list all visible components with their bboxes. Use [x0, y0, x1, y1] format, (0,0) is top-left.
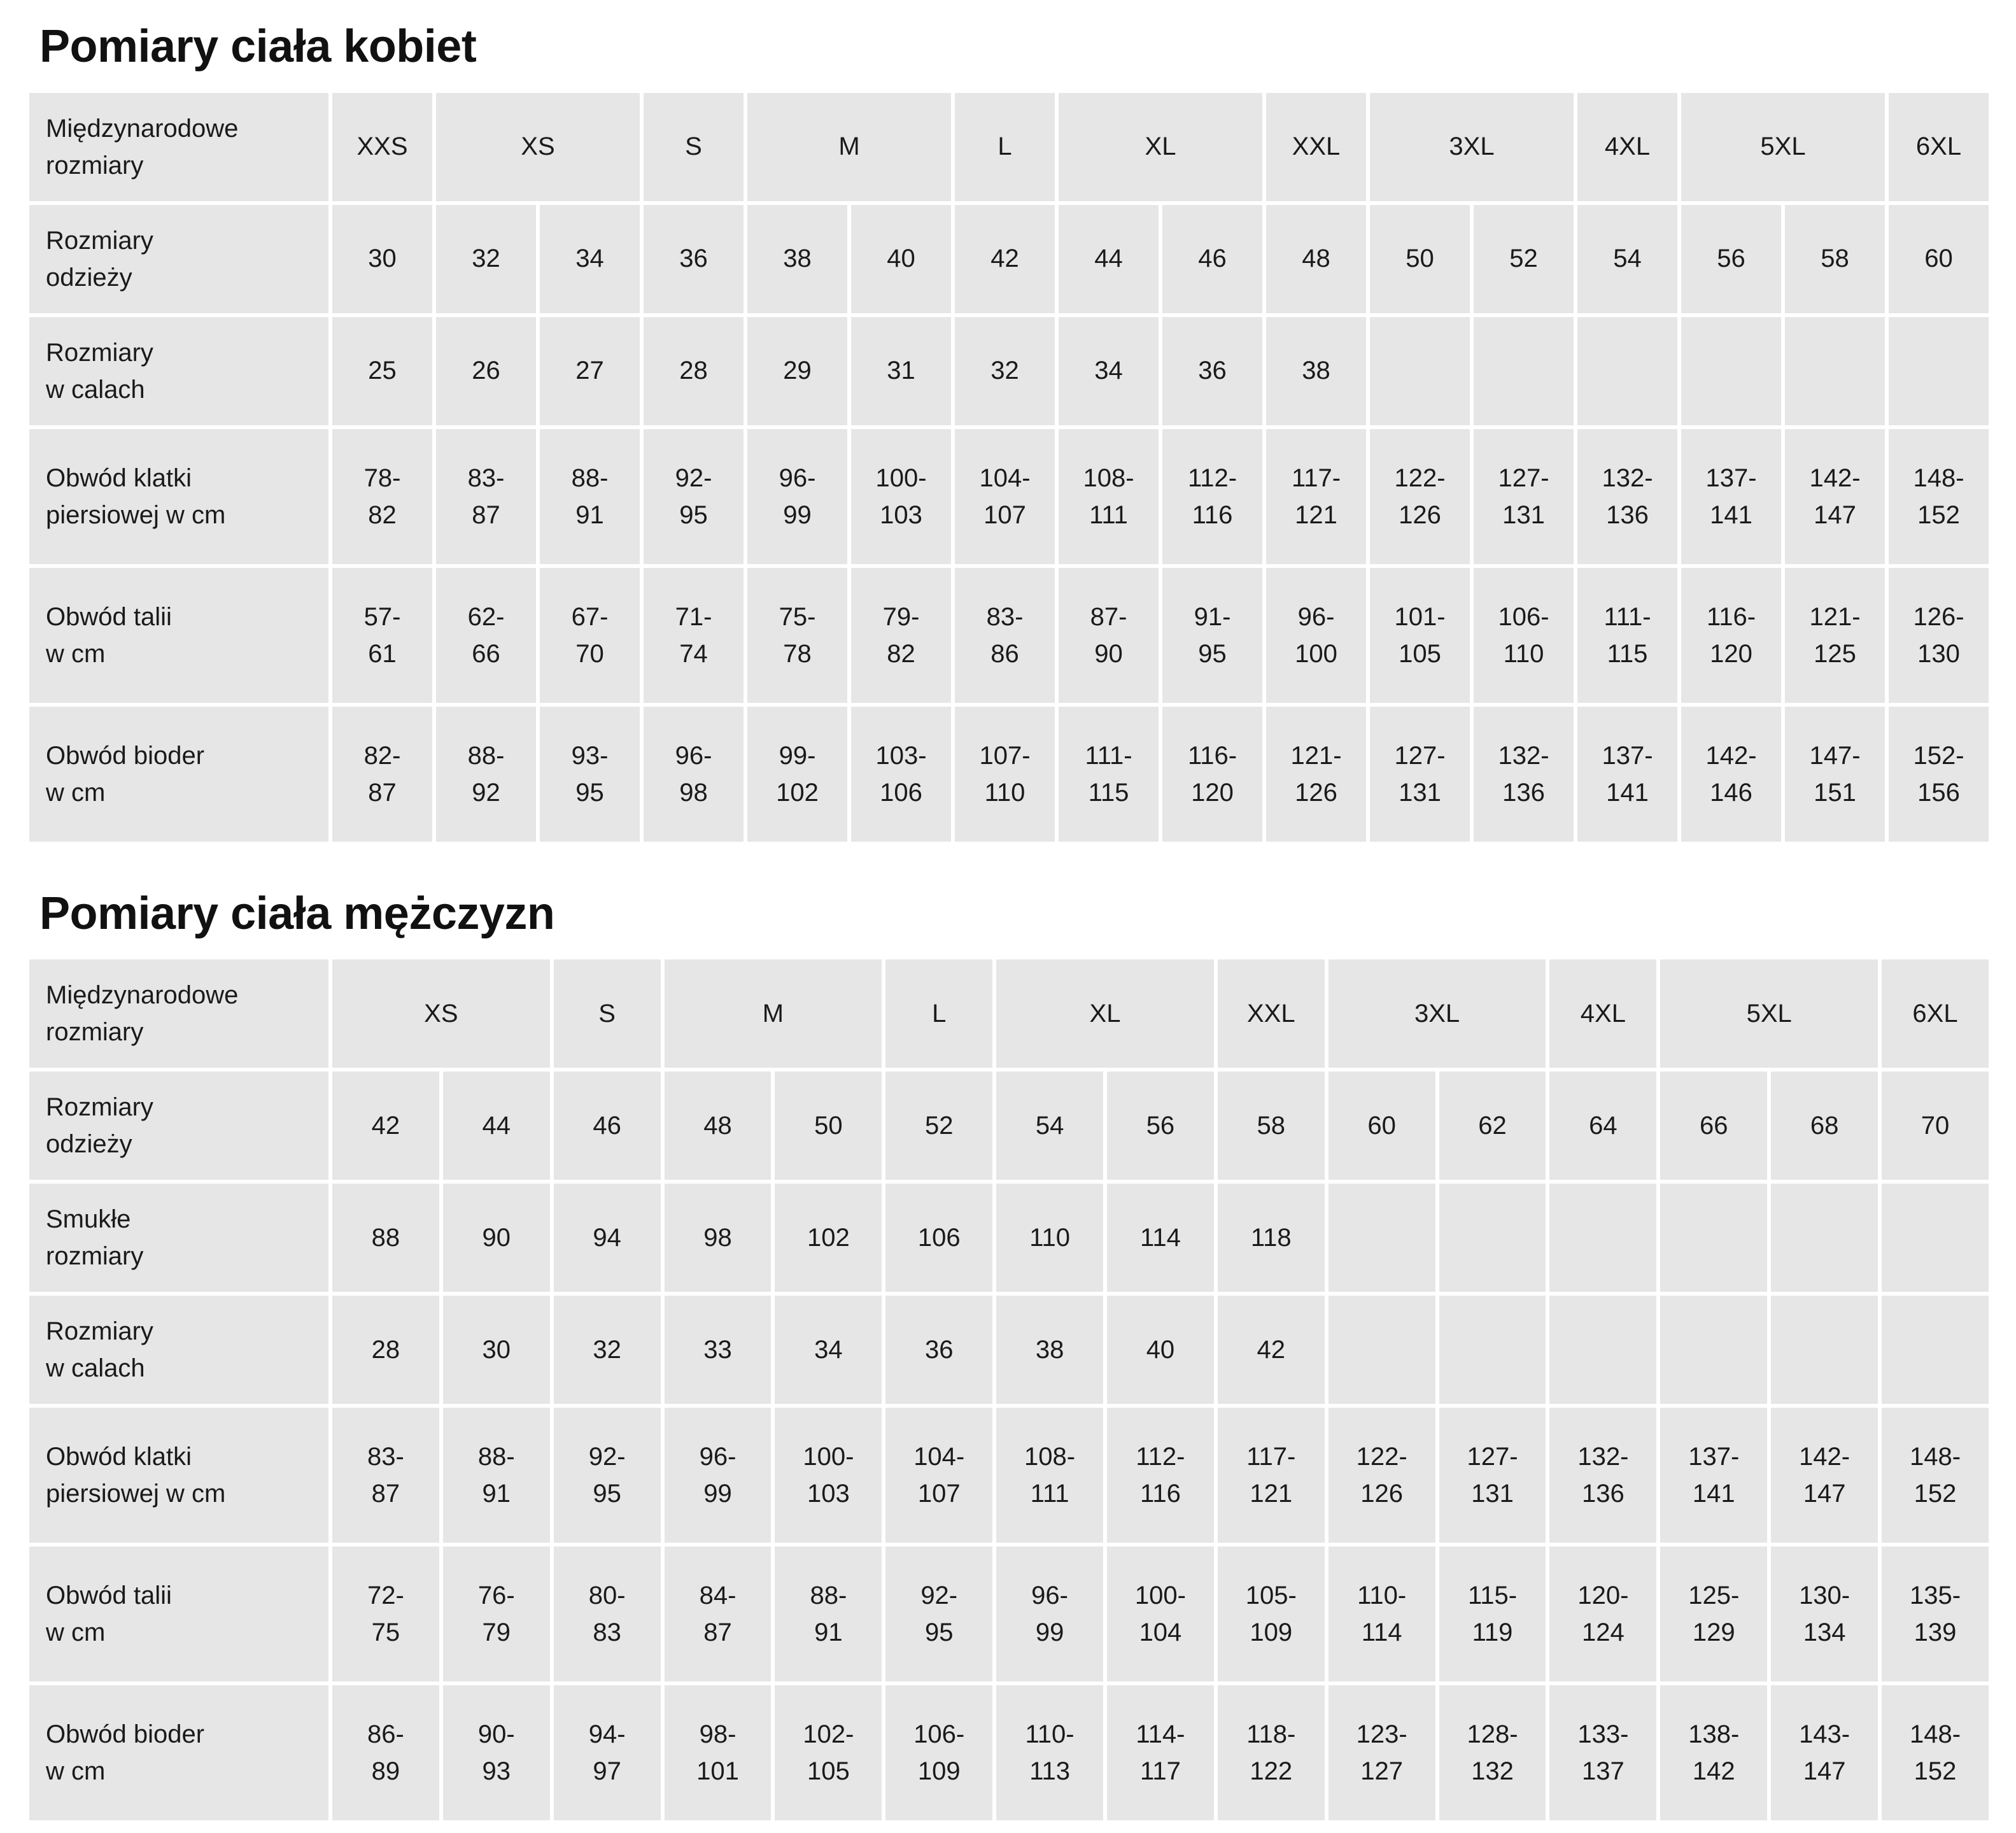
- data-cell: 106: [885, 1184, 992, 1292]
- size-header-s: S: [644, 93, 744, 201]
- data-cell: 94- 97: [554, 1685, 661, 1820]
- size-header-l: L: [885, 959, 992, 1068]
- size-header-xs: XS: [332, 959, 550, 1068]
- empty-cell: [1771, 1184, 1878, 1292]
- data-cell: 121- 125: [1785, 568, 1885, 703]
- size-header-6xl: 6XL: [1882, 959, 1989, 1068]
- data-cell: 105- 109: [1218, 1546, 1325, 1681]
- data-cell: 112- 116: [1162, 429, 1262, 564]
- data-cell: 127- 131: [1474, 429, 1574, 564]
- data-cell: 87- 90: [1059, 568, 1159, 703]
- data-cell: 116- 120: [1681, 568, 1781, 703]
- data-cell: 34: [1059, 317, 1159, 425]
- data-cell: 96- 99: [665, 1408, 772, 1543]
- data-cell: 102- 105: [775, 1685, 882, 1820]
- size-header-xs: XS: [436, 93, 640, 201]
- data-cell: 31: [851, 317, 951, 425]
- data-cell: 78- 82: [332, 429, 432, 564]
- data-cell: 121- 126: [1266, 707, 1366, 842]
- row-label-clothing-sizes: Rozmiary odzieży: [29, 205, 328, 313]
- data-cell: 48: [1266, 205, 1366, 313]
- data-cell: 28: [644, 317, 744, 425]
- data-cell: 82- 87: [332, 707, 432, 842]
- data-cell: 130- 134: [1771, 1546, 1878, 1681]
- data-cell: 92- 95: [554, 1408, 661, 1543]
- data-cell: 132- 136: [1549, 1408, 1656, 1543]
- header-label: Międzynarodowe rozmiary: [29, 93, 328, 201]
- row-label-chest-circumference-cm: Obwód klatki piersiowej w cm: [29, 1408, 328, 1543]
- data-cell: 50: [775, 1072, 882, 1180]
- data-cell: 46: [1162, 205, 1262, 313]
- data-cell: 52: [1474, 205, 1574, 313]
- size-header-3xl: 3XL: [1370, 93, 1574, 201]
- data-cell: 62: [1439, 1072, 1546, 1180]
- data-cell: 30: [332, 205, 432, 313]
- data-cell: 38: [996, 1296, 1103, 1404]
- data-cell: 40: [851, 205, 951, 313]
- data-cell: 114- 117: [1107, 1685, 1214, 1820]
- table-row: [29, 707, 1989, 842]
- data-cell: 60: [1889, 205, 1989, 313]
- data-cell: 123- 127: [1329, 1685, 1435, 1820]
- data-cell: 38: [747, 205, 847, 313]
- table-row: [29, 1685, 1989, 1820]
- data-cell: 90: [443, 1184, 550, 1292]
- data-cell: 76- 79: [443, 1546, 550, 1681]
- data-cell: 88- 91: [443, 1408, 550, 1543]
- empty-cell: [1882, 1296, 1989, 1404]
- data-cell: 32: [554, 1296, 661, 1404]
- data-cell: 94: [554, 1184, 661, 1292]
- data-cell: 83- 86: [955, 568, 1055, 703]
- data-cell: 103- 106: [851, 707, 951, 842]
- size-header-s: S: [554, 959, 661, 1068]
- data-cell: 102: [775, 1184, 882, 1292]
- table-row: [29, 568, 1989, 703]
- data-cell: 62- 66: [436, 568, 536, 703]
- data-cell: 147- 151: [1785, 707, 1885, 842]
- size-header-5xl: 5XL: [1681, 93, 1885, 201]
- data-cell: 152- 156: [1889, 707, 1989, 842]
- table-row: [29, 1296, 1989, 1404]
- data-cell: 83- 87: [436, 429, 536, 564]
- data-cell: 110- 113: [996, 1685, 1103, 1820]
- page-title-women-body-measurements: Pomiary ciała kobiet: [39, 21, 477, 72]
- table-row: [29, 1072, 1989, 1180]
- size-header-3xl: 3XL: [1329, 959, 1546, 1068]
- size-header-xl: XL: [1059, 93, 1262, 201]
- data-cell: 99- 102: [747, 707, 847, 842]
- row-label-slim-sizes: Smukłe rozmiary: [29, 1184, 328, 1292]
- data-cell: 30: [443, 1296, 550, 1404]
- data-cell: 101- 105: [1370, 568, 1470, 703]
- data-cell: 48: [665, 1072, 772, 1180]
- data-cell: 79- 82: [851, 568, 951, 703]
- data-cell: 25: [332, 317, 432, 425]
- data-cell: 72- 75: [332, 1546, 439, 1681]
- data-cell: 56: [1107, 1072, 1214, 1180]
- data-cell: 28: [332, 1296, 439, 1404]
- size-header-m: M: [747, 93, 951, 201]
- table-row: [29, 1184, 1989, 1292]
- data-cell: 110: [996, 1184, 1103, 1292]
- data-cell: 118- 122: [1218, 1685, 1325, 1820]
- data-cell: 133- 137: [1549, 1685, 1656, 1820]
- table-row: [29, 1546, 1989, 1681]
- data-cell: 107- 110: [955, 707, 1055, 842]
- data-cell: 38: [1266, 317, 1366, 425]
- header-label: Międzynarodowe rozmiary: [29, 959, 328, 1068]
- row-label-chest-circumference-cm: Obwód klatki piersiowej w cm: [29, 429, 328, 564]
- table-row: [29, 1408, 1989, 1543]
- table-women-body-measurements: [25, 89, 1992, 846]
- data-cell: 137- 141: [1681, 429, 1781, 564]
- data-cell: 54: [1577, 205, 1677, 313]
- empty-cell: [1329, 1184, 1435, 1292]
- data-cell: 125- 129: [1660, 1546, 1767, 1681]
- data-cell: 100- 104: [1107, 1546, 1214, 1681]
- empty-cell: [1549, 1296, 1656, 1404]
- empty-cell: [1785, 317, 1885, 425]
- empty-cell: [1577, 317, 1677, 425]
- data-cell: 96- 99: [996, 1546, 1103, 1681]
- data-cell: 96- 99: [747, 429, 847, 564]
- size-header-4xl: 4XL: [1577, 93, 1677, 201]
- data-cell: 110- 114: [1329, 1546, 1435, 1681]
- data-cell: 92- 95: [885, 1546, 992, 1681]
- data-cell: 111- 115: [1059, 707, 1159, 842]
- data-cell: 34: [775, 1296, 882, 1404]
- data-cell: 148- 152: [1882, 1685, 1989, 1820]
- row-label-hip-circumference-cm: Obwód bioder w cm: [29, 1685, 328, 1820]
- data-cell: 36: [885, 1296, 992, 1404]
- data-cell: 64: [1549, 1072, 1656, 1180]
- data-cell: 148- 152: [1882, 1408, 1989, 1543]
- row-label-clothing-sizes: Rozmiary odzieży: [29, 1072, 328, 1180]
- data-cell: 115- 119: [1439, 1546, 1546, 1681]
- data-cell: 108- 111: [996, 1408, 1103, 1543]
- data-cell: 91- 95: [1162, 568, 1262, 703]
- data-cell: 42: [332, 1072, 439, 1180]
- size-header-6xl: 6XL: [1889, 93, 1989, 201]
- data-cell: 142- 146: [1681, 707, 1781, 842]
- data-cell: 86- 89: [332, 1685, 439, 1820]
- data-cell: 50: [1370, 205, 1470, 313]
- data-cell: 122- 126: [1329, 1408, 1435, 1543]
- data-cell: 96- 100: [1266, 568, 1366, 703]
- data-cell: 67- 70: [540, 568, 640, 703]
- data-cell: 40: [1107, 1296, 1214, 1404]
- data-cell: 56: [1681, 205, 1781, 313]
- data-cell: 36: [1162, 317, 1262, 425]
- data-cell: 104- 107: [885, 1408, 992, 1543]
- size-header-m: M: [665, 959, 882, 1068]
- data-cell: 80- 83: [554, 1546, 661, 1681]
- size-header-l: L: [955, 93, 1055, 201]
- data-cell: 29: [747, 317, 847, 425]
- data-cell: 44: [443, 1072, 550, 1180]
- data-cell: 142- 147: [1771, 1408, 1878, 1543]
- table-header-row: [29, 959, 1989, 1068]
- empty-cell: [1474, 317, 1574, 425]
- empty-cell: [1660, 1296, 1767, 1404]
- data-cell: 42: [1218, 1296, 1325, 1404]
- data-cell: 137- 141: [1660, 1408, 1767, 1543]
- size-header-xxl: XXL: [1266, 93, 1366, 201]
- data-cell: 88: [332, 1184, 439, 1292]
- data-cell: 137- 141: [1577, 707, 1677, 842]
- data-cell: 90- 93: [443, 1685, 550, 1820]
- data-cell: 32: [436, 205, 536, 313]
- data-cell: 138- 142: [1660, 1685, 1767, 1820]
- empty-cell: [1439, 1184, 1546, 1292]
- data-cell: 148- 152: [1889, 429, 1989, 564]
- size-header-xxl: XXL: [1218, 959, 1325, 1068]
- data-cell: 118: [1218, 1184, 1325, 1292]
- data-cell: 84- 87: [665, 1546, 772, 1681]
- data-cell: 71- 74: [644, 568, 744, 703]
- size-header-xxs: XXS: [332, 93, 432, 201]
- data-cell: 52: [885, 1072, 992, 1180]
- size-header-4xl: 4XL: [1549, 959, 1656, 1068]
- row-label-waist-circumference-cm: Obwód talii w cm: [29, 1546, 328, 1681]
- data-cell: 26: [436, 317, 536, 425]
- data-cell: 42: [955, 205, 1055, 313]
- empty-cell: [1889, 317, 1989, 425]
- empty-cell: [1329, 1296, 1435, 1404]
- data-cell: 60: [1329, 1072, 1435, 1180]
- data-cell: 34: [540, 205, 640, 313]
- data-cell: 126- 130: [1889, 568, 1989, 703]
- data-cell: 127- 131: [1370, 707, 1470, 842]
- data-cell: 111- 115: [1577, 568, 1677, 703]
- empty-cell: [1660, 1184, 1767, 1292]
- data-cell: 98: [665, 1184, 772, 1292]
- row-label-sizes-in-inches: Rozmiary w calach: [29, 1296, 328, 1404]
- empty-cell: [1370, 317, 1470, 425]
- data-cell: 70: [1882, 1072, 1989, 1180]
- data-cell: 33: [665, 1296, 772, 1404]
- table-row: [29, 429, 1989, 564]
- data-cell: 36: [644, 205, 744, 313]
- table-row: [29, 317, 1989, 425]
- row-label-sizes-in-inches: Rozmiary w calach: [29, 317, 328, 425]
- data-cell: 96- 98: [644, 707, 744, 842]
- data-cell: 100- 103: [775, 1408, 882, 1543]
- table-men-body-measurements: [25, 956, 1992, 1824]
- sections-root: [25, 23, 1991, 1824]
- row-label-hip-circumference-cm: Obwód bioder w cm: [29, 707, 328, 842]
- data-cell: 92- 95: [644, 429, 744, 564]
- empty-cell: [1882, 1184, 1989, 1292]
- empty-cell: [1439, 1296, 1546, 1404]
- data-cell: 108- 111: [1059, 429, 1159, 564]
- data-cell: 32: [955, 317, 1055, 425]
- data-cell: 100- 103: [851, 429, 951, 564]
- data-cell: 44: [1059, 205, 1159, 313]
- data-cell: 114: [1107, 1184, 1214, 1292]
- size-header-xl: XL: [996, 959, 1214, 1068]
- empty-cell: [1549, 1184, 1656, 1292]
- data-cell: 117- 121: [1266, 429, 1366, 564]
- data-cell: 58: [1785, 205, 1885, 313]
- data-cell: 106- 110: [1474, 568, 1574, 703]
- table-header-row: [29, 93, 1989, 201]
- data-cell: 98- 101: [665, 1685, 772, 1820]
- data-cell: 88- 91: [540, 429, 640, 564]
- size-header-5xl: 5XL: [1660, 959, 1878, 1068]
- data-cell: 66: [1660, 1072, 1767, 1180]
- data-cell: 68: [1771, 1072, 1878, 1180]
- data-cell: 54: [996, 1072, 1103, 1180]
- data-cell: 104- 107: [955, 429, 1055, 564]
- data-cell: 27: [540, 317, 640, 425]
- data-cell: 57- 61: [332, 568, 432, 703]
- page-title-men-body-measurements: Pomiary ciała mężczyzn: [39, 888, 555, 939]
- data-cell: 46: [554, 1072, 661, 1180]
- data-cell: 132- 136: [1577, 429, 1677, 564]
- row-label-waist-circumference-cm: Obwód talii w cm: [29, 568, 328, 703]
- data-cell: 143- 147: [1771, 1685, 1878, 1820]
- data-cell: 117- 121: [1218, 1408, 1325, 1543]
- data-cell: 142- 147: [1785, 429, 1885, 564]
- data-cell: 112- 116: [1107, 1408, 1214, 1543]
- data-cell: 120- 124: [1549, 1546, 1656, 1681]
- data-cell: 135- 139: [1882, 1546, 1989, 1681]
- empty-cell: [1771, 1296, 1878, 1404]
- data-cell: 128- 132: [1439, 1685, 1546, 1820]
- data-cell: 93- 95: [540, 707, 640, 842]
- data-cell: 88- 92: [436, 707, 536, 842]
- data-cell: 116- 120: [1162, 707, 1262, 842]
- data-cell: 122- 126: [1370, 429, 1470, 564]
- data-cell: 127- 131: [1439, 1408, 1546, 1543]
- data-cell: 58: [1218, 1072, 1325, 1180]
- data-cell: 132- 136: [1474, 707, 1574, 842]
- table-row: [29, 205, 1989, 313]
- empty-cell: [1681, 317, 1781, 425]
- data-cell: 83- 87: [332, 1408, 439, 1543]
- data-cell: 75- 78: [747, 568, 847, 703]
- data-cell: 88- 91: [775, 1546, 882, 1681]
- data-cell: 106- 109: [885, 1685, 992, 1820]
